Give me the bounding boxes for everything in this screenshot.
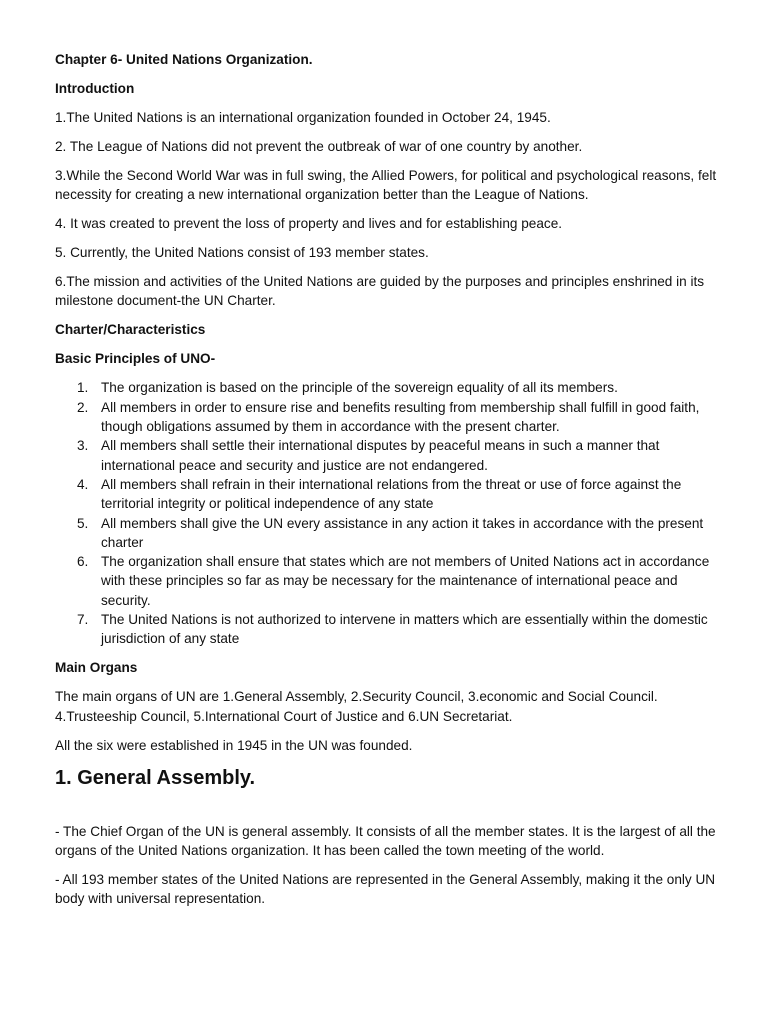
principles-heading: Basic Principles of UNO-: [55, 351, 216, 367]
list-item: [55, 436, 717, 475]
main-organs-heading: Main Organs: [55, 660, 138, 676]
list-item-number: 5.: [77, 515, 89, 531]
list-item-number: 2.: [77, 399, 89, 415]
list-item-text: The United Nations is not authorized to intervene in matters which are essentially within the domestic jurisdiction of any state: [101, 612, 708, 647]
list-item: [55, 610, 717, 649]
principles-list: [55, 378, 717, 648]
charter-heading: Charter/Characteristics: [55, 322, 206, 338]
list-item-text: All members in order to ensure rise and benefits resulting from membership shall fulfill in good faith, though obligations assumed by them in accordance with the present charter.: [101, 399, 700, 435]
main-organs-paragraph: The main organs of UN are 1.General Assembly, 2.Security Council, 3.economic and Social Council. 4.Trusteeship Council, 5.International Court of Justice and 6.UN Secretariat.: [55, 689, 658, 724]
list-item: [55, 378, 717, 397]
intro-paragraph: 6.The mission and activities of the United Nations are guided by the purposes and principles enshrined in its milestone document-the UN Charter.: [55, 274, 705, 309]
list-item-text: The organization shall ensure that states which are not members of United Nations act in accordance with these principles so far as may be necessary for the maintenance of international peace and security.: [101, 554, 710, 608]
intro-paragraph: 1.The United Nations is an international organization founded in October 24, 1945.: [55, 109, 551, 125]
chapter-title: Chapter 6- United Nations Organization.: [55, 52, 313, 67]
list-item-number: 7.: [77, 612, 89, 627]
intro-paragraph: 2. The League of Nations did not prevent the outbreak of war of one country by another.: [55, 138, 583, 154]
general-assembly-heading: 1. General Assembly.: [55, 766, 256, 789]
general-assembly-paragraph: - The Chief Organ of the UN is general assembly. It consists of all the member states. It is the largest of all the organs of the United Nations organization. It has been called the town meeting of the world.: [55, 823, 716, 858]
list-item: [55, 398, 717, 437]
intro-paragraph: 4. It was created to prevent the loss of property and lives and for establishing peace.: [55, 216, 563, 232]
list-item-text: All members shall give the UN every assistance in any action it takes in accordance with the present charter: [101, 515, 704, 550]
intro-paragraph: 3.While the Second World War was in full swing, the Allied Powers, for political and psychological reasons, felt necessity for creating a new international organization better than the League of Nations.: [55, 167, 717, 203]
document-content: [55, 50, 717, 918]
list-item-number: 3.: [77, 438, 89, 454]
intro-heading: Introduction: [55, 80, 135, 96]
list-item-text: All members shall settle their international disputes by peaceful means in such a manner that international peace and security and justice are not endangered.: [101, 438, 660, 473]
list-item: [55, 475, 717, 514]
list-item-number: 1.: [77, 380, 89, 396]
list-item: [55, 514, 717, 553]
general-assembly-paragraph: - All 193 member states of the United Nations are represented in the General Assembly, making it the only UN body with universal representation.: [55, 871, 716, 907]
main-organs-paragraph: All the six were established in 1945 in the UN was founded.: [55, 737, 413, 753]
intro-paragraph: 5. Currently, the United Nations consist of 193 member states.: [55, 245, 429, 261]
list-item-number: 4.: [77, 476, 89, 492]
list-item-text: The organization is based on the principle of the sovereign equality of all its members.: [101, 380, 618, 396]
list-item-text: All members shall refrain in their international relations from the threat or use of force against the territorial integrity or political independence of any state: [101, 476, 682, 512]
list-item: [55, 552, 717, 610]
list-item-number: 6.: [77, 554, 89, 570]
